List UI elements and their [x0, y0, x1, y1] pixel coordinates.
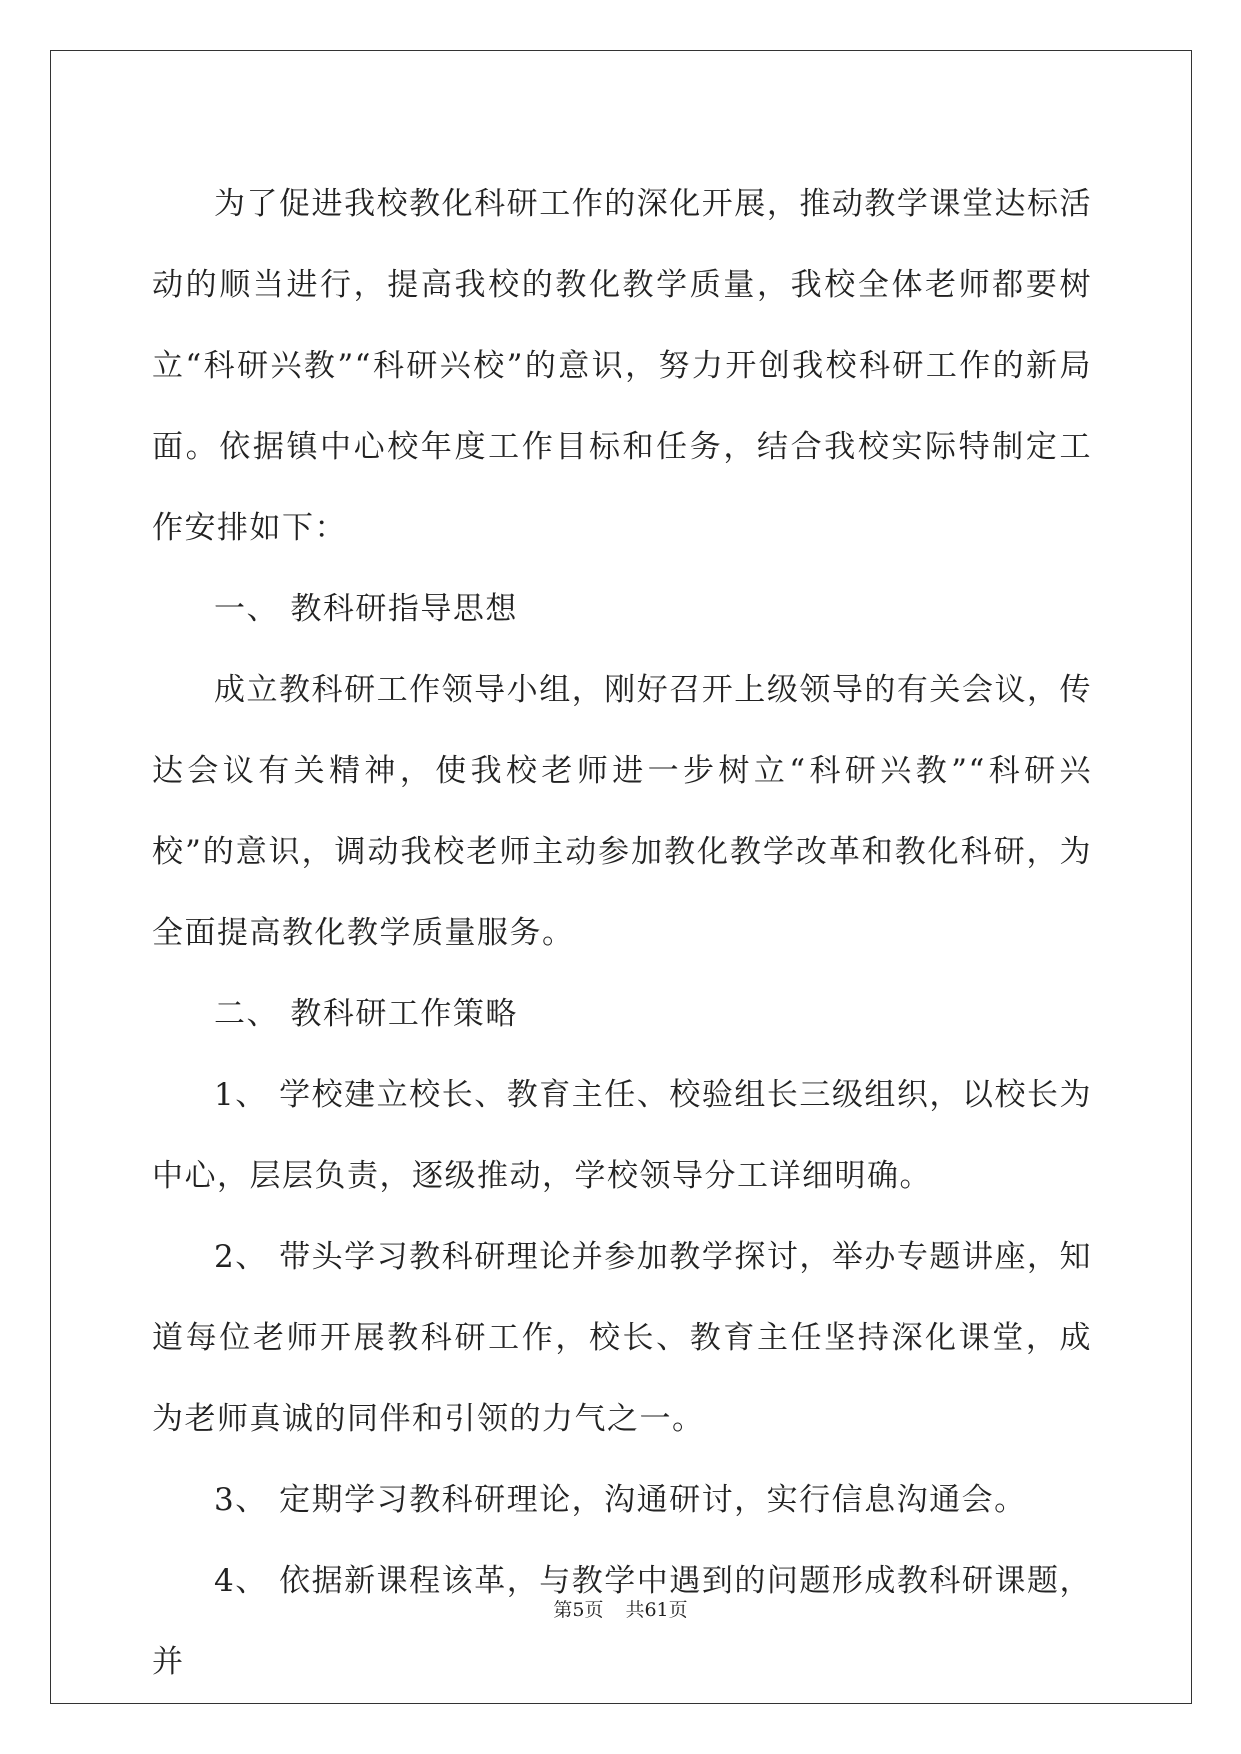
document-body — [152, 164, 1092, 1703]
section-heading-1: 一、 教科研指导思想 — [214, 591, 518, 627]
paragraph-section-1: 成立教科研工作领导小组，刚好召开上级领导的有关会议，传达会议有关精神，使我校老师进一步树立“科研兴教”“科研兴校”的意识，调动我校老师主动参加教化教学改革和教化科研，为全面提高教化教学质量服务。 — [152, 672, 1092, 951]
paragraph-intro: 为了促进我校教化科研工作的深化开展，推动教学课堂达标活动的顺当进行，提高我校的教化教学质量，我校全体老师都要树立“科研兴教”“科研兴校”的意识，努力开创我校科研工作的新局面。依据镇中心校年度工作目标和任务，结合我校实际特制定工作安排如下： — [152, 186, 1092, 546]
list-item-2: 2、 带头学习教科研理论并参加教学探讨，举办专题讲座，知道每位老师开展教科研工作，校长、教育主任坚持深化课堂，成为老师真诚的同伴和引领的力气之一。 — [152, 1239, 1092, 1437]
page-total: 共61页 — [625, 1599, 688, 1621]
section-heading-2: 二、 教科研工作策略 — [214, 996, 518, 1032]
page-number: 第5页 — [553, 1599, 604, 1621]
list-item-1: 1、 学校建立校长、教育主任、校验组长三级组织，以校长为中心，层层负责，逐级推动，学校领导分工详细明确。 — [152, 1077, 1092, 1194]
page-footer — [0, 1595, 1241, 1622]
list-item-3: 3、 定期学习教科研理论，沟通研讨，实行信息沟通会。 — [214, 1482, 1027, 1518]
list-item-4: 4、 依据新课程该革，与教学中遇到的问题形成教科研课题，并 — [152, 1563, 1092, 1680]
